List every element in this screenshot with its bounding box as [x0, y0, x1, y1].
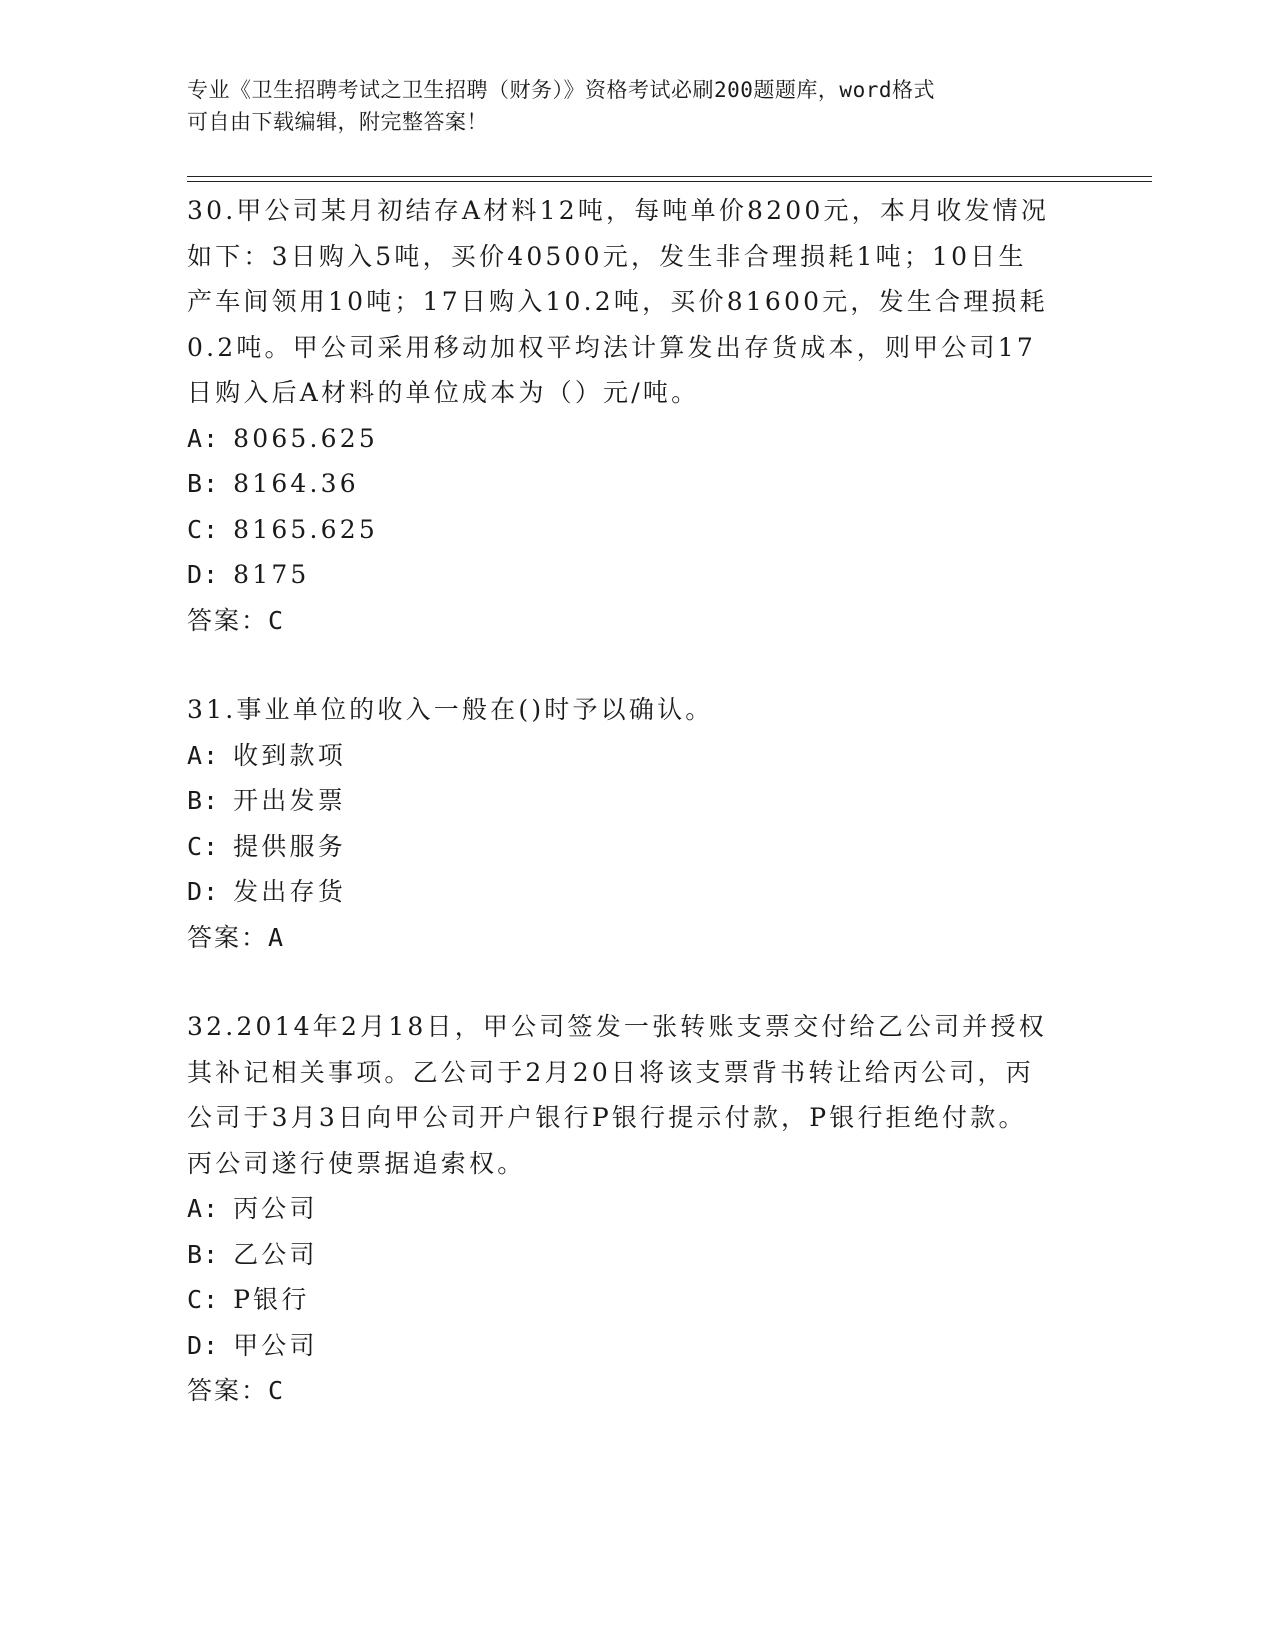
- option-text: 提供服务: [233, 831, 346, 861]
- option-text: 8164.36: [233, 469, 359, 498]
- option-text: P银行: [233, 1285, 310, 1314]
- option-text: 收到款项: [233, 740, 346, 770]
- option-letter: D:: [187, 877, 220, 906]
- answer-line: 答案：C: [187, 605, 286, 635]
- option-text: 开出发票: [233, 786, 346, 815]
- question-31: [187, 687, 1077, 960]
- option-text: 8065.625: [233, 423, 378, 453]
- question-text-line: 产车间领用10吨；17日购入10.2吨，买价81600元，发生合理损耗: [187, 287, 1048, 316]
- option-text: 8175: [233, 560, 310, 589]
- option-a: [187, 416, 1077, 462]
- option-letter: B:: [187, 1239, 220, 1269]
- question-text-line: 30.甲公司某月初结存A材料12吨，每吨单价8200元，本月收发情况: [187, 196, 1050, 225]
- question-text-line: 32.2014年2月18日，甲公司签发一张转账支票交付给乙公司并授权: [187, 1012, 1047, 1041]
- option-d: [187, 1323, 1077, 1369]
- question-spacer: [187, 960, 1077, 1004]
- option-b: [187, 1232, 1077, 1278]
- answer-line: 答案：C: [187, 1376, 286, 1405]
- option-c: [187, 507, 1077, 553]
- option-text: 发出存货: [233, 877, 346, 906]
- option-text: 8165.625: [233, 514, 378, 544]
- option-letter: A:: [187, 1194, 220, 1223]
- question-text-line: 0.2吨。甲公司采用移动加权平均法计算发出存货成本，则甲公司17: [187, 332, 1036, 362]
- answer-line: 答案：A: [187, 922, 286, 952]
- question-list: [187, 188, 1077, 1414]
- question-spacer: [187, 643, 1077, 687]
- header-line-1: 专业《卫生招聘考试之卫生招聘（财务）》资格考试必刷200题题库，word格式: [187, 78, 935, 102]
- option-letter: A:: [187, 423, 220, 453]
- question-text-line: 公司于3月3日向甲公司开户银行P银行提示付款，P银行拒绝付款。: [187, 1103, 1027, 1132]
- question-text-line: 其补记相关事项。乙公司于2月20日将该支票背书转让给丙公司，丙: [187, 1057, 1034, 1087]
- question-text-line: 日购入后A材料的单位成本为（）元/吨。: [187, 378, 700, 407]
- header-divider-bottom: [187, 181, 1152, 182]
- option-text: 甲公司: [233, 1330, 318, 1360]
- question-text-line: 如下：3日购入5吨，买价40500元，发生非合理损耗1吨；10日生: [187, 241, 1027, 271]
- option-c: [187, 824, 1077, 870]
- question-text-line: 31.事业单位的收入一般在()时予以确认。: [187, 695, 714, 724]
- option-letter: B:: [187, 786, 220, 815]
- option-letter: C:: [187, 514, 220, 544]
- option-text: 乙公司: [233, 1239, 318, 1269]
- option-letter: C:: [187, 831, 220, 861]
- option-c: [187, 1277, 1077, 1323]
- document-header: [187, 74, 1067, 138]
- question-text-line: 丙公司遂行使票据追索权。: [187, 1148, 526, 1178]
- option-text: 丙公司: [233, 1194, 318, 1223]
- question-32: [187, 1004, 1077, 1414]
- option-d: [187, 552, 1077, 598]
- option-b: [187, 778, 1077, 824]
- header-line-2: 可自由下载编辑，附完整答案！: [187, 110, 488, 134]
- option-b: [187, 461, 1077, 507]
- question-30: [187, 188, 1077, 643]
- option-letter: C:: [187, 1285, 220, 1314]
- option-d: [187, 869, 1077, 915]
- option-letter: D:: [187, 560, 220, 589]
- option-letter: B:: [187, 469, 220, 498]
- header-divider-top: [187, 176, 1152, 177]
- option-a: [187, 733, 1077, 779]
- option-a: [187, 1186, 1077, 1232]
- option-letter: A:: [187, 740, 220, 770]
- option-letter: D:: [187, 1330, 220, 1360]
